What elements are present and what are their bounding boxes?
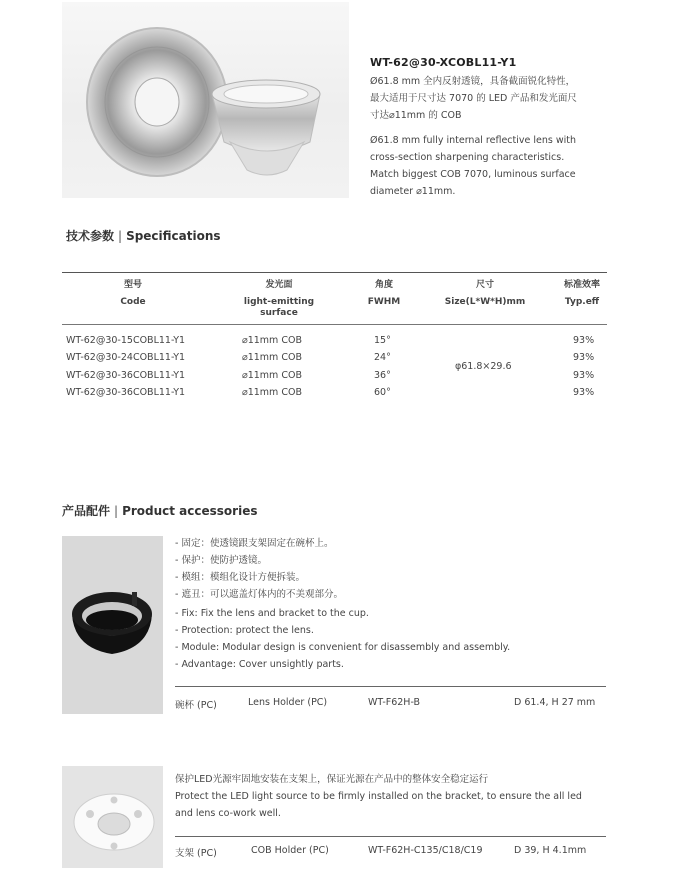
cob-holder-description (175, 771, 582, 822)
cell-code: WT-62@30-24COBL11-Y1 (66, 352, 186, 363)
accessory-name-cn: 碗杯 (PC) (175, 700, 217, 711)
accessory-name-en: COB Holder (PC) (251, 845, 329, 856)
cell-code: WT-62@30-36COBL11-Y1 (66, 387, 186, 398)
desc-cn-line: Ø61.8 mm 全内反射透镜，具备截面锐化特性， (370, 76, 576, 87)
product-image (62, 2, 349, 198)
cob-holder-spec-row (175, 845, 606, 859)
lens-holder-image (62, 536, 163, 714)
table-top-rule (62, 272, 607, 273)
cell-eff: 93% (573, 370, 595, 381)
accessories-section-title: 产品配件 | Product accessories (62, 504, 258, 518)
description-line: and lens co-work well. (175, 808, 281, 819)
product-description-cn (370, 73, 620, 124)
bullet-item: - Advantage: Cover unsightly parts. (175, 659, 344, 670)
cell-angle: 15° (374, 335, 391, 346)
accessory-divider (175, 686, 606, 687)
th-code: 型号 Code (120, 280, 146, 307)
desc-en-line: Ø61.8 mm fully internal reflective lens with (370, 135, 577, 146)
description-line: 保护LED光源牢固地安装在支架上，保证光源在产品中的整体安全稳定运行 (175, 774, 489, 785)
th-fwhm: 角度 FWHM (367, 280, 401, 307)
lens-holder-spec-row (175, 697, 606, 711)
cell-eff: 93% (573, 335, 595, 346)
cell-code: WT-62@30-15COBL11-Y1 (66, 335, 186, 346)
desc-en-line: diameter ⌀11mm. (370, 186, 456, 197)
desc-en-line: Match biggest COB 7070, luminous surface (370, 169, 576, 180)
cell-surface: ⌀11mm COB (242, 352, 302, 363)
accessory-name-en: Lens Holder (PC) (248, 697, 328, 708)
th-size: 尺寸 Size(L*W*H)mm (444, 280, 526, 307)
cell-surface: ⌀11mm COB (242, 370, 302, 381)
cell-angle: 36° (374, 370, 391, 381)
accessory-dims: D 39, H 4.1mm (514, 845, 587, 856)
cell-code: WT-62@30-36COBL11-Y1 (66, 370, 186, 381)
desc-cn-line: 最大适用于尺寸达 7070 的 LED 产品和发光面尺 (370, 93, 577, 104)
th-surface: 发光面 light-emitting surface (243, 280, 315, 318)
cell-angle: 60° (374, 387, 391, 398)
lens-holder-bullets (175, 535, 510, 673)
cell-angle: 24° (374, 352, 391, 363)
bullet-item: - Fix: Fix the lens and bracket to the cup. (175, 608, 369, 619)
product-description-en (370, 132, 620, 200)
bullet-item: - 遮丑：可以遮盖灯体内的不美观部分。 (175, 589, 343, 600)
bullet-item: - 固定：使透镜跟支架固定在碗杯上。 (175, 538, 334, 549)
specs-section-title: 技术参数 | Specifications (66, 229, 221, 243)
cob-holder-image (62, 766, 163, 868)
accessory-dims: D 61.4, H 27 mm (514, 697, 596, 708)
desc-cn-line: 寸达⌀11mm 的 COB (370, 110, 462, 121)
bullet-item: - Protection: protect the lens. (175, 625, 314, 636)
cell-surface: ⌀11mm COB (242, 335, 302, 346)
bullet-item: - Module: Modular design is convenient for disassembly and assembly. (175, 642, 511, 653)
th-eff: 标准效率 Typ.eff (563, 280, 600, 307)
accessory-divider (175, 836, 606, 837)
accessory-code: WT-F62H-C135/C18/C19 (368, 845, 483, 856)
cell-surface: ⌀11mm COB (242, 387, 302, 398)
bullet-item: - 保护：使防护透镜。 (175, 555, 267, 566)
desc-en-line: cross-section sharpening characteristics. (370, 152, 565, 163)
product-title: WT-62@30-XCOBL11-Y1 (370, 56, 517, 69)
cell-size-merged: φ61.8×29.6 (455, 361, 512, 372)
table-header-rule (62, 324, 607, 325)
description-line: Protect the LED light source to be firmly installed on the bracket, to ensure the all led (175, 791, 582, 802)
bullet-item: - 模组：模组化设计方便拆装。 (175, 572, 305, 583)
cell-eff: 93% (573, 352, 595, 363)
accessory-code: WT-F62H-B (368, 697, 421, 708)
accessory-name-cn: 支架 (PC) (175, 848, 217, 859)
cell-eff: 93% (573, 387, 595, 398)
